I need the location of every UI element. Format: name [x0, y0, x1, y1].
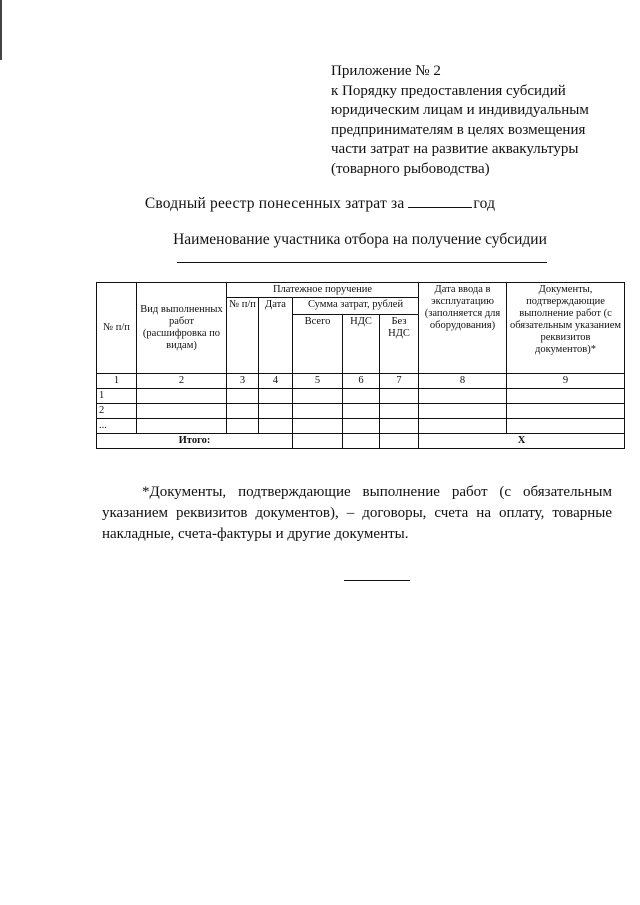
table-cell — [419, 389, 507, 404]
table-cell — [259, 419, 293, 434]
table-cell — [137, 389, 227, 404]
table-cell — [343, 404, 380, 419]
header-row — [97, 283, 625, 298]
footnote: *Документы, подтверждающие выполнение работ (с обязательным указанием реквизитов документов), – договоры, счета на оплату, товарные накладные, счета-фактуры и другие документы. — [102, 484, 612, 542]
column-number: 8 — [419, 374, 507, 389]
table-cell — [343, 389, 380, 404]
header-work-type: Вид выполненных работ (расшифровка по видам) — [137, 283, 227, 374]
appendix-line: юридическим лицам и индивидуальным — [331, 102, 589, 118]
participant-label: Наименование участника отбора на получение субсидии — [173, 231, 547, 248]
column-number: 5 — [293, 374, 343, 389]
table-cell — [380, 389, 419, 404]
table-cell — [227, 404, 259, 419]
appendix-line: к Порядку предоставления субсидий — [331, 82, 566, 99]
table-cell — [293, 419, 343, 434]
table-cell — [227, 419, 259, 434]
table-cell — [259, 389, 293, 404]
page-edge-line — [0, 0, 2, 60]
column-number: 3 — [227, 374, 259, 389]
total-label: Итого: — [97, 434, 293, 449]
header-documents: Документы, подтверждающие выполнение работ (с обязательным указанием реквизитов документов)* — [507, 283, 625, 374]
table-cell — [293, 404, 343, 419]
appendix-line: (товарного рыбоводства) — [331, 160, 490, 177]
table-cell — [137, 419, 227, 434]
table-cell — [419, 404, 507, 419]
table-cell — [343, 419, 380, 434]
header-po-num: № п/п — [227, 298, 259, 374]
appendix-line: части затрат на развитие аквакультуры — [331, 141, 579, 157]
register-title-suffix: год — [473, 195, 496, 212]
table-cell — [293, 434, 343, 449]
header-vat: НДС — [343, 315, 380, 374]
row-number: ... — [97, 419, 137, 434]
column-number: 2 — [137, 374, 227, 389]
column-number: 1 — [97, 374, 137, 389]
appendix-line: Приложение № 2 — [331, 63, 441, 79]
header-no-vat: Без НДС — [380, 315, 419, 374]
register-title-prefix: Сводный реестр понесенных затрат за — [144, 195, 405, 212]
row-number: 2 — [97, 404, 137, 419]
participant-blank-line — [177, 262, 547, 263]
table-cell — [507, 389, 625, 404]
column-number-row — [97, 374, 625, 389]
total-row — [97, 434, 625, 449]
end-line — [344, 580, 410, 581]
appendix-header — [331, 62, 621, 179]
table-cell — [343, 434, 380, 449]
table-row — [97, 404, 625, 419]
header-total: Всего — [293, 315, 343, 374]
table-cell — [259, 404, 293, 419]
register-table — [96, 282, 625, 449]
register-title — [0, 195, 640, 213]
column-number: 9 — [507, 374, 625, 389]
table-cell — [380, 434, 419, 449]
table-cell — [507, 404, 625, 419]
table-cell — [380, 419, 419, 434]
appendix-line: предпринимателям в целях возмещения — [331, 121, 586, 138]
table-row — [97, 389, 625, 404]
table-cell — [419, 419, 507, 434]
header-num: № п/п — [97, 283, 137, 374]
table-row — [97, 419, 625, 434]
year-blank-field — [408, 195, 472, 208]
table-cell — [227, 389, 259, 404]
header-commissioning-date: Дата ввода в эксплуатацию (заполняется для оборудования) — [419, 283, 507, 374]
table-cell — [137, 404, 227, 419]
column-number: 6 — [343, 374, 380, 389]
row-number: 1 — [97, 389, 137, 404]
column-number: 4 — [259, 374, 293, 389]
total-mark: Х — [419, 434, 625, 449]
column-number: 7 — [380, 374, 419, 389]
header-payment-order: Платежное поручение — [227, 283, 419, 298]
header-cost-sum: Сумма затрат, рублей — [293, 298, 419, 315]
table-cell — [293, 389, 343, 404]
table-cell — [380, 404, 419, 419]
header-po-date: Дата — [259, 298, 293, 374]
table-cell — [507, 419, 625, 434]
